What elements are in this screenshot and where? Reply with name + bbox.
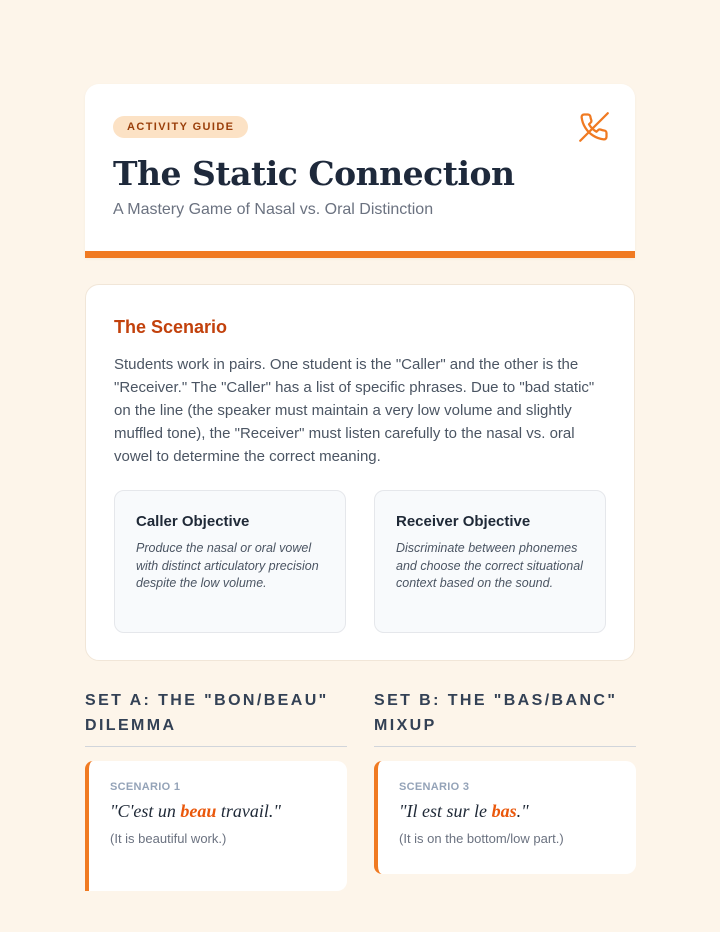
page-title: The Static Connection bbox=[113, 154, 515, 193]
caller-objective-text: Produce the nasal or oral vowel with distinct articulatory precision despite the low volume. bbox=[136, 541, 319, 590]
activity-badge: ACTIVITY GUIDE bbox=[113, 116, 248, 138]
quote-highlight: bas bbox=[491, 801, 517, 821]
page-subtitle: A Mastery Game of Nasal vs. Oral Distinction bbox=[113, 201, 434, 218]
scenario-item-1 bbox=[85, 761, 347, 891]
quote-text: "Il est sur le bbox=[399, 801, 492, 821]
receiver-objective-card bbox=[374, 490, 606, 633]
receiver-objective-text: Discriminate between phonemes and choose the correct situational context based on the sound. bbox=[396, 541, 583, 590]
scenario-description: Students work in pairs. One student is the "Caller" and the other is the "Receiver." The "Caller" has a list of specific phrases. Due to "bad static" on the line (the speaker must maintain a very low volume and slightly muffled tone), the "Receiver" must listen carefully to the nasal vs. oral vowel to determine the correct meaning. bbox=[114, 356, 595, 465]
set-b-heading: SET B: THE "BAS/BANC" MIXUP bbox=[374, 688, 636, 747]
scenario-card bbox=[85, 284, 635, 661]
caller-objective-title: Caller Objective bbox=[136, 513, 250, 530]
set-b-column bbox=[374, 688, 636, 846]
scenario-item-translation: (It is beautiful work.) bbox=[110, 831, 227, 846]
quote-text: "C'est un bbox=[110, 801, 181, 821]
phone-icon bbox=[579, 112, 609, 142]
set-a-heading: SET A: THE "BON/BEAU" DILEMMA bbox=[85, 688, 347, 747]
header-card bbox=[85, 84, 635, 258]
quote-highlight: beau bbox=[180, 801, 217, 821]
scenario-item-translation: (It is on the bottom/low part.) bbox=[399, 831, 564, 846]
caller-objective-card bbox=[114, 490, 346, 633]
scenario-item-quote bbox=[399, 801, 616, 822]
scenario-item-label: SCENARIO 3 bbox=[399, 781, 470, 793]
scenario-heading: The Scenario bbox=[114, 317, 228, 337]
receiver-objective-title: Receiver Objective bbox=[396, 513, 531, 530]
quote-text: ." bbox=[516, 801, 529, 821]
set-a-column bbox=[85, 688, 347, 846]
scenario-item-quote bbox=[110, 801, 327, 822]
scenario-item-3 bbox=[374, 761, 636, 874]
scenario-item-label: SCENARIO 1 bbox=[110, 781, 181, 793]
quote-text: travail." bbox=[216, 801, 281, 821]
